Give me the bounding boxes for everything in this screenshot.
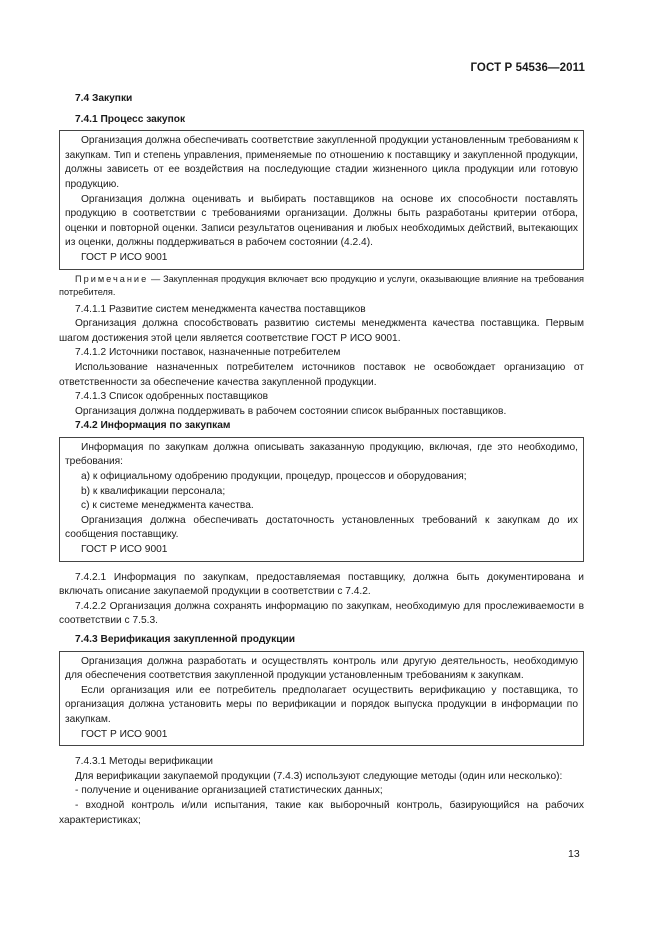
section-title-7-4-1: 7.4.1 Процесс закупок	[75, 113, 186, 125]
reference-label: ГОСТ Р ИСО 9001	[81, 251, 168, 263]
paragraph: Организация должна способствовать развитию системы менеджмента качества поставщика. Первым шагом достижения этой цели является соответствие ГОСТ Р ИСО 9001.	[59, 318, 584, 344]
document-header: ГОСТ Р 54536—2011	[470, 62, 585, 74]
subsection-title: 7.4.1.2 Источники поставок, назначенные потребителем	[75, 347, 341, 359]
list-item: a) к официальному одобрению продукции, процедур, процессов и оборудования;	[81, 471, 467, 483]
paragraph: Использование назначенных потребителем источников поставок не освобождает организацию от ответственности за обеспечение качества закупленной продукции.	[59, 361, 584, 388]
quote-box-iso-7-4-3	[59, 651, 584, 747]
reference-label: ГОСТ Р ИСО 9001	[81, 728, 168, 740]
paragraph: Организация должна поддерживать в рабочем состоянии список выбранных поставщиков.	[75, 405, 507, 417]
subsection-title: 7.4.1.3 Список одобренных поставщиков	[75, 391, 269, 403]
list-item: b) к квалификации персонала;	[81, 485, 226, 497]
list-item: - получение и оценивание организацией статистических данных;	[75, 785, 383, 797]
paragraph: Для верификации закупаемой продукции (7.4.3) используют следующие методы (один или несколько):	[75, 770, 563, 782]
note	[59, 273, 584, 299]
note-label: Примечание	[75, 273, 149, 284]
paragraph: Если организация или ее потребитель предполагает осуществить верификацию у поставщика, то организация должна установить меры по верификации и порядок выпуска продукции в информации по закупкам.	[65, 684, 578, 725]
paragraph: Организация должна оценивать и выбирать поставщиков на основе их способности поставлять продукцию в соответствии с требованиями организации. Должны быть разработаны критерии отбора, оценки и повторной оценки. Записи результатов оценивания и любых необходимых действий, вытекающих из оценки, должны поддерживаться в рабочем состоянии (4.2.4).	[65, 193, 578, 249]
section-title-7-4-2: 7.4.2 Информация по закупкам	[75, 420, 231, 432]
subsection-title: 7.4.1.1 Развитие систем менеджмента качества поставщиков	[75, 303, 366, 315]
section-title-7-4: 7.4 Закупки	[75, 93, 133, 104]
paragraph: 7.4.2.1 Информация по закупкам, предоставляемая поставщику, должна быть документирована и включать описание закупаемой продукции в соответствии с 7.4.2.	[59, 571, 584, 598]
quote-box-iso-7-4-2	[59, 437, 584, 562]
page-content	[59, 92, 584, 828]
list-item: c) к системе менеджмента качества.	[81, 500, 254, 512]
reference-label: ГОСТ Р ИСО 9001	[81, 544, 168, 556]
note-text: — Закупленная продукция включает всю продукцию и услуги, оказывающие влияние на требования потребителя.	[59, 273, 584, 297]
paragraph: Организация должна обеспечивать достаточность установленных требований к закупкам до их сообщения поставщику.	[65, 514, 578, 541]
subsection-title: 7.4.3.1 Методы верификации	[75, 756, 213, 768]
page-number: 13	[568, 848, 580, 860]
list-item: - входной контроль и/или испытания, такие как выборочный контроль, базирующийся на рабочих характеристиках;	[59, 799, 584, 826]
paragraph: Информация по закупкам должна описывать заказанную продукцию, включая, где это необходимо, требования:	[65, 441, 578, 468]
paragraph: 7.4.2.2 Организация должна сохранять информацию по закупкам, необходимую для прослеживаемости в соответствии с 7.5.3.	[59, 600, 584, 627]
quote-box-iso-7-4-1	[59, 130, 584, 269]
section-title-7-4-3: 7.4.3 Верификация закупленной продукции	[75, 634, 295, 645]
paragraph: Организация должна обеспечивать соответствие закупленной продукции установленным требованиям к закупкам. Тип и степень управления, применяемые по отношению к поставщику и закупленной продукции, должны зависеть от ее воздействия на последующие стадии жизненного цикла продукции или готовую продукцию.	[65, 135, 578, 190]
paragraph: Организация должна разработать и осуществлять контроль или другую деятельность, необходимую для обеспечения соответствия закупленной продукции установленным требованиям к закупкам.	[65, 655, 578, 682]
